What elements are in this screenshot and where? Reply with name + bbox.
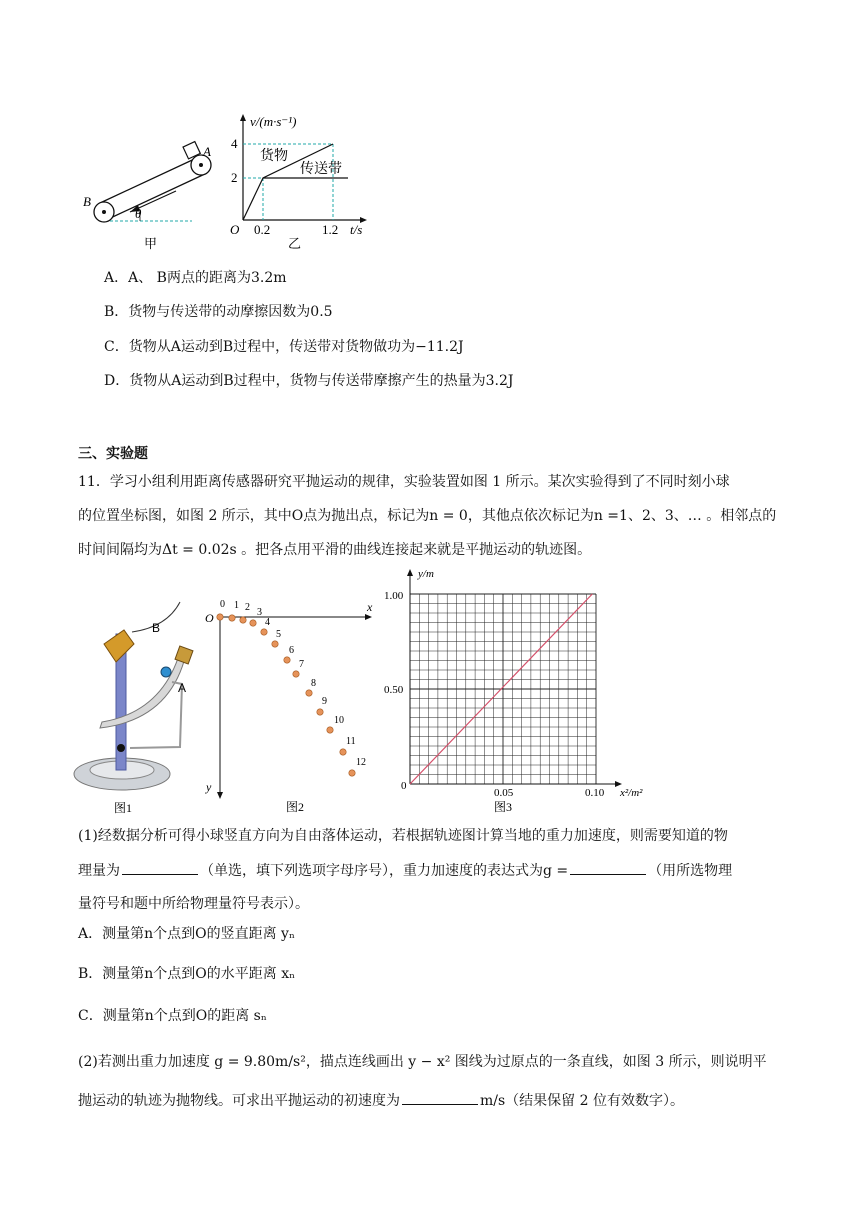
trajectory-point-label: 12 — [356, 757, 366, 768]
vt-graph — [230, 114, 367, 251]
figure-yi-caption: 乙 — [288, 236, 302, 251]
figure-1-apparatus — [72, 592, 212, 817]
angle-label: θ — [135, 206, 142, 221]
trajectory-point — [229, 615, 235, 621]
fig2-caption: 图2 — [286, 800, 305, 814]
figure-2-trajectory — [200, 595, 380, 817]
q11-1-option-a[interactable]: A．测量第n个点到O的竖直距离 yₙ — [78, 926, 296, 942]
fig3-x-tick-010: 0.10 — [585, 787, 605, 799]
q11-1-option-c[interactable]: C．测量第n个点到O的距离 sₙ — [78, 1008, 267, 1024]
answer-blank-2[interactable] — [570, 860, 646, 875]
point-b-label: B — [83, 194, 91, 209]
trajectory-point — [293, 671, 299, 677]
figure-3-chart — [378, 565, 648, 817]
fig2-origin: O — [205, 611, 214, 625]
trajectory-point — [327, 727, 333, 733]
fig3-y-label: y/m — [418, 568, 434, 580]
trajectory-point-label: 11 — [346, 736, 356, 747]
figure-jia-caption: 甲 — [144, 236, 158, 251]
y-tick-2: 2 — [231, 170, 238, 185]
x-tick-0-2: 0.2 — [254, 222, 271, 237]
trajectory-point — [217, 614, 223, 620]
q11-2-line2a: 抛运动的轨迹为抛物线。可求出平抛运动的初速度为 — [78, 1093, 400, 1109]
trajectory-point — [349, 770, 355, 776]
trajectory-point — [261, 629, 267, 635]
trajectory-point — [240, 617, 246, 623]
fig2-x-axis: x — [367, 600, 373, 614]
trajectory-point — [317, 709, 323, 715]
trajectory-point-label: 2 — [245, 602, 250, 613]
q11-2-line2b: m/s（结果保留 2 位有效数字）。 — [480, 1093, 684, 1109]
trajectory-point-label: 6 — [289, 645, 294, 656]
x-axis-label: t/s — [350, 222, 363, 237]
origin-label: O — [230, 222, 240, 237]
option-a[interactable]: A．A、 B两点的距离为3.2m — [104, 270, 287, 286]
trajectory-point — [284, 657, 290, 663]
trajectory-point — [272, 641, 278, 647]
trajectory-point-label: 10 — [334, 715, 344, 726]
option-c[interactable]: C．货物从A运动到B过程中，传送带对货物做功为−11.2J — [104, 339, 464, 355]
q11-1-line2 — [78, 860, 732, 881]
trajectory-point-label: 1 — [234, 600, 239, 611]
fig3-y-tick-05: 0.50 — [384, 684, 404, 696]
y-axis-label: v/(m·s⁻¹) — [250, 114, 297, 129]
q11-1-line3: 量符号和题中所给物理量符号表示）。 — [78, 896, 309, 912]
fig3-y-tick-1: 1.00 — [384, 590, 404, 602]
q11-2-line2 — [78, 1090, 684, 1111]
fig3-x-label: x²/m² — [620, 787, 643, 799]
trajectory-point-label: 8 — [311, 678, 316, 689]
q11-1-line1: (1)经数据分析可得小球竖直方向为自由落体运动，若根据轨迹图计算当地的重力加速度，则需要知道的物 — [78, 828, 728, 844]
q11-1-line2c: （用所选物理 — [648, 863, 733, 879]
option-b[interactable]: B．货物与传送带的动摩擦因数为0.5 — [104, 304, 333, 320]
q11-2-line1: (2)若测出重力加速度 g = 9.80m/s²，描点连线画出 y − x² 图线为过原点的一条直线，如图 3 所示，则说明平 — [78, 1054, 767, 1070]
fig1-caption: 图1 — [114, 801, 133, 815]
trajectory-point-label: 3 — [257, 607, 262, 618]
q11-line1: 11．学习小组利用距离传感器研究平抛运动的规律，实验装置如图 1 所示。某次实验得到了不同时刻小球 — [78, 474, 730, 490]
trajectory-point-label: 4 — [265, 617, 270, 628]
trajectory-point-label: 0 — [220, 599, 225, 610]
fig2-y-axis: y — [206, 780, 212, 794]
q11-line2: 的位置坐标图，如图 2 所示，其中O点为抛出点，标记为n = 0，其他点依次标记为n =1、2、3、… 。相邻点的 — [78, 508, 777, 524]
trajectory-point — [306, 690, 312, 696]
answer-blank-1[interactable] — [122, 860, 198, 875]
q11-1-line2b: （单选，填下列选项字母序号），重力加速度的表达式为g = — [200, 863, 569, 879]
fig1-label-b: B — [152, 621, 161, 635]
trajectory-point — [250, 620, 256, 626]
fig3-x-tick-005: 0.05 — [494, 787, 514, 799]
belt-curve-label: 传送带 — [300, 162, 342, 177]
option-d[interactable]: D．货物从A运动到B过程中，货物与传送带摩擦产生的热量为3.2J — [104, 373, 514, 389]
fig3-caption: 图3 — [494, 800, 513, 814]
conveyor-diagram — [83, 142, 211, 251]
cargo-velocity-line — [243, 144, 333, 220]
fig2-points — [217, 599, 366, 776]
answer-blank-3[interactable] — [402, 1090, 478, 1105]
fig1-label-a: A — [178, 681, 187, 695]
q11-line3: 时间间隔均为Δt = 0.02s 。把各点用平滑的曲线连接起来就是平抛运动的轨迹图。 — [78, 542, 592, 558]
trajectory-point-label: 9 — [322, 696, 327, 707]
figure-jia-yi — [80, 108, 380, 258]
q11-1-line2a: 理量为 — [78, 863, 120, 879]
trajectory-point-label: 7 — [299, 659, 304, 670]
y-tick-4: 4 — [231, 136, 238, 151]
q11-1-option-b[interactable]: B．测量第n个点到O的水平距离 xₙ — [78, 966, 296, 982]
section-title: 三、实验题 — [78, 446, 148, 462]
x-tick-1-2: 1.2 — [322, 222, 339, 237]
cargo-curve-label: 货物 — [260, 149, 288, 164]
fig3-origin: 0 — [401, 780, 407, 792]
trajectory-point-label: 5 — [276, 629, 281, 640]
point-a-label: A — [203, 144, 211, 159]
trajectory-point — [340, 749, 346, 755]
